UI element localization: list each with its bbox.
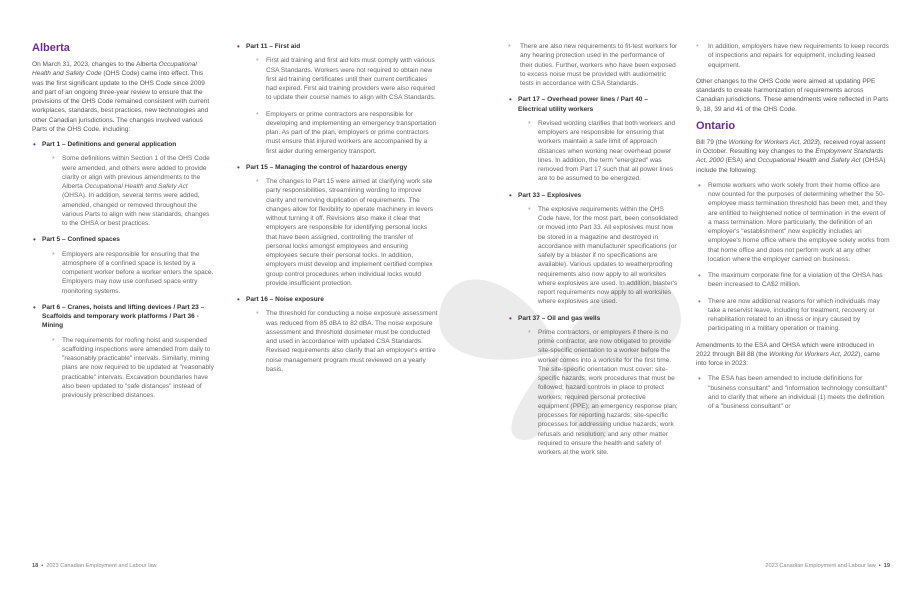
- footer-separator: •: [41, 563, 44, 569]
- footer-right: [765, 563, 890, 569]
- part-heading: • Part 1 – Definitions and general application: [42, 141, 177, 148]
- footer-title-right: 2023 Canadian Employment and Labour law: [765, 563, 876, 569]
- column-4: [696, 42, 890, 418]
- part-heading: • Part 17 – Overhead power lines / Part 40 – Electrical utility workers: [518, 96, 648, 113]
- column-2: [236, 42, 438, 381]
- sub-item: * Employers or prime contractors are responsible for developing and implementing an emergency transportation plan. As part of the plan, employers or prime contractors must ensure that injured workers are accompanied by a first aider during emergency transport.: [256, 110, 438, 156]
- list-item: • The maximum corporate fine for a violation of the OHSA has been increased to CA$2 million.: [696, 271, 890, 290]
- part-heading: • Part 37 – Oil and gas wells: [518, 314, 601, 322]
- section-heading-ontario: Ontario: [696, 119, 736, 132]
- footer-left: [32, 563, 157, 569]
- esa-amendments-list: [696, 374, 890, 411]
- footer-separator: •: [878, 563, 881, 569]
- alberta-parts-list-cont: [236, 42, 438, 374]
- list-item: [32, 303, 214, 401]
- alberta-parts-list-cont-2: [508, 95, 678, 457]
- page-number-left: 18: [32, 563, 39, 569]
- section-heading-alberta: Alberta: [32, 42, 70, 54]
- column-3: [508, 42, 678, 464]
- sub-item: * Revised wording clarifies that both workers and employers are responsible for ensuring that workers maintain a safe limit of approach distances when working near overhead power lines. In addition, the term "energized" was removed from Part 17 such that all power lines are to be assumed to be energized.: [528, 119, 678, 184]
- other-changes-paragraph: Other changes to the OHS Code were aimed at updating PPE standards to create harmonization of requirements across Canadian jurisdictions. These amendments were reflected in Parts 9, 18, 39 and 41 of the OHS Code.: [696, 77, 889, 113]
- alberta-intro: On March 31, 2023, changes to the Alberta Occupational Health and Safety Code (OHS Code) came into effect. This was the first significant update to the OHS Code since 2009 and part of an ongoing three-year review to ensure that the provisions of the OHS Code remained consistent with current workplaces, standards, best practices, new technologies and other Canadian jurisdictions. The changes involved various Parts of the OHS Code, including:: [32, 61, 210, 133]
- list-item: [508, 314, 678, 458]
- part-heading: • Part 5 – Confined spaces: [42, 236, 120, 244]
- list-item: • There are now additional reasons for which individuals may take a reservist leave, including for treatment, recovery or rehabilitation related to an illness or injury caused by participating in a military operation or training.: [696, 297, 890, 334]
- list-item: [32, 140, 214, 228]
- part37-continued: [696, 42, 890, 70]
- list-item: [508, 95, 678, 183]
- part-heading: • Part 15 – Managing the control of hazardous energy: [246, 163, 408, 171]
- list-item: [32, 235, 214, 296]
- sub-item: * In addition, employers have new requirements to keep records of inspections and repairs for equipment, including leased equipment.: [696, 42, 890, 70]
- ontario-intro: Bill 79 (the Working for Workers Act, 2023), received royal assent in October. Resulting key changes to the Employment Standards Act, 2000 (ESA) and Occupational Health and Safety Act (OHSA) include the following:: [696, 138, 886, 174]
- list-item: • The ESA has been amended to include definitions for "business consultant" and "information technology consultant" and to clarify that where an individual (1) meets the definition of a "business consultant" or: [696, 374, 890, 411]
- amendments-paragraph: Amendments to the ESA and OHSA which were introduced in 2022 through Bill 88 (the Working for Workers Act, 2022), came into force in 2023:: [696, 341, 880, 367]
- sub-item: * The requirements for roofing hoist and suspended scaffolding inspections were amended from daily to "reasonably practicable" intervals. Similarly, mining plans are now required to be updated at "reasonably practicable" intervals. Excavation boundaries have also been updated to "safe distances" instead of previously prescribed distances.: [52, 336, 214, 401]
- part-heading: • Part 33 – Explosives: [518, 191, 582, 199]
- sub-item: * The explosive requirements within the OHS Code have, for the most part, been consolidated or moved into Part 33. All explosives must now be stored in a magazine and destroyed in accordance with manufacturer specifications (or safely by a blaster if no specifications are available). Various updates to weatherproofing requirements also now apply to all worksites where explosives are used. In addition, blaster's report requirements now apply to all worksites where explosives are used.: [528, 205, 678, 307]
- ontario-changes-list: [696, 181, 890, 334]
- sub-item: * The threshold for conducting a noise exposure assessment was reduced from 85 dBA to 82 dBA. The noise exposure assessment and threshold dosimeter must be conducted and used in accordance with updated CSA Standards. Revised requirements also clarify that an employer's entire noise management program must reviewed on a yearly basis.: [256, 309, 438, 374]
- footer-title-left: 2023 Canadian Employment and Labour law: [46, 563, 157, 569]
- list-item: • Remote workers who work solely from their home office are now counted for the purposes of determining whether the 50-employee mass termination threshold has been met, and they are entitled to heightened notice of termination in the event of a mass termination. More particularly, the definition of an employer's "establishment" now explicitly includes an employee's home office where the employee solely works from that home office and does not perform work at any other location where the employer carried on business.: [696, 181, 890, 264]
- part-heading: • Part 11 – First aid: [246, 43, 301, 50]
- part-heading: • Part 16 – Noise exposure: [246, 296, 324, 303]
- column-1: [32, 42, 214, 407]
- alberta-parts-list: [32, 140, 214, 400]
- part16-continued: [508, 42, 678, 88]
- sub-item: * Prime contractors, or employers if there is no prime contractor, are now obligated to provide site-specific orientation to a worker before the worker comes into a worksite for the first time. The site-specific orientation must cover: site-specific hazards; work procedures that must be followed; hazard controls in place to protect workers; required personal protective equipment (PPE); an emergency response plan; processes for reporting hazards; site-specific processes for addressing undue hazards; work refusals and resolution; and any other matter required to ensure the health and safety of workers at the work site.: [528, 328, 678, 458]
- sub-item: * Some definitions within Section 1 of the OHS Code were amended, and others were added to provide clarity or align with previous amendments to the Alberta Occupational Health and Safety Act (OHSA). In addition, several terms were added, amended, changed or removed throughout the various Parts to align with new standards, changes to the OHSA or best practices.: [52, 154, 214, 228]
- page-number-right: 19: [883, 563, 890, 569]
- list-item: [236, 295, 438, 374]
- list-item: [236, 42, 438, 156]
- part-heading: • Part 6 – Cranes, hoists and lifting devices / Part 23 – Scaffolds and temporary work platforms / Part 36 - Mining: [42, 303, 205, 330]
- list-item: [236, 163, 438, 288]
- sub-item: * The changes to Part 15 were aimed at clarifying work site party responsibilities, streamlining wording to improve clarity and removing duplication of requirements. The changes allow for flexibility to operate machinery in levers without turning it off. Revisions also make it clear that employers are responsible for identifying personal locks that have been assigned, controlling the transfer of personal locks amongst employees and ensuring employees secure their personal locks. In addition, employers must develop and implement certified complex group control procedures when individual locks would provide insufficient protection.: [256, 177, 438, 288]
- sub-item: * First aid training and first aid kits must comply with various CSA Standards. Workers were not required to obtain new first aid training certificates until their current certificates had expired. First aid training providers were also required to update their course names to align with CSA Standards.: [256, 56, 438, 102]
- list-item: [508, 191, 678, 307]
- sub-item: * Employers are responsible for ensuring that the atmosphere of a confined space is tested by a competent worker before a worker enters the space. Employers may now use confused space entry monitoring systems.: [52, 250, 214, 296]
- sub-item: * There are also new requirements to fit-test workers for any hearing protection used in the performance of their duties. Further, workers who have been exposed to excess noise must be provided with audiometric tests in accordance with CSA Standards.: [508, 42, 678, 88]
